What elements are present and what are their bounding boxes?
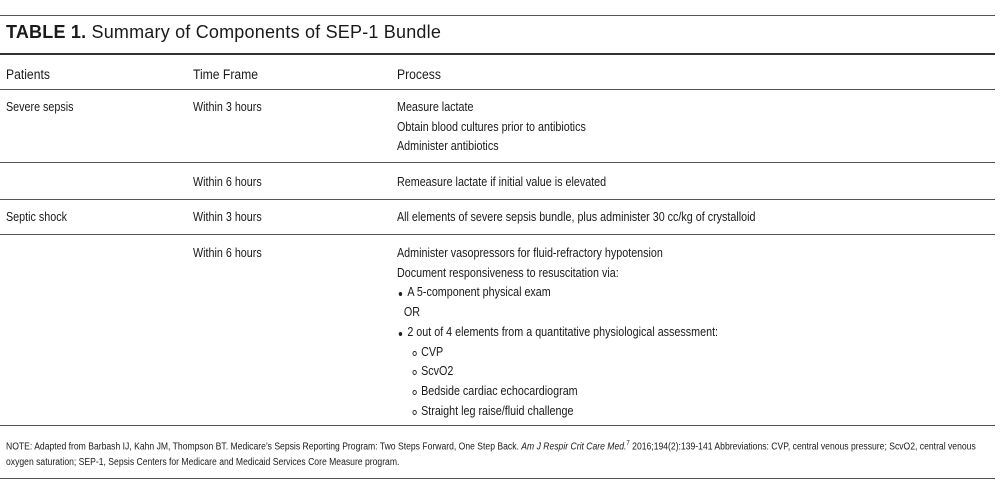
row2-process [397,173,606,193]
row3-patients: Septic shock [6,210,67,224]
circle-bullet-icon [412,402,421,422]
process-line: Administer vasopressors for fluid-refractory hypotension [397,246,663,260]
row1-patients: Severe sepsis [6,100,74,114]
sub-bullet-text: ScvO2 [421,364,454,379]
process-line: OR [403,305,421,320]
header-patients: Patients [6,67,50,82]
table-caption: Summary of Components of SEP-1 Bundle [91,22,442,42]
sub-bullet-text: Straight leg raise/fluid challenge [421,403,574,418]
sub-bullet-item [397,402,718,422]
row-rule [0,199,995,200]
process-line: Administer antibiotics [397,139,499,154]
row4-time-frame: Within 6 hours [193,246,262,260]
table-note [6,436,982,470]
row-rule [0,162,995,163]
row-rule [0,234,995,235]
bullet-item [397,323,718,343]
row2-time-frame: Within 6 hours [193,175,262,189]
note-suffix: 2016;194(2):139-141 Abbreviations: CVP, central venous pressure; ScvO2, central venous oxygen saturation; SEP-1, Sepsis Centers for Medicare and Medicaid Services Core Measure program. [6,441,976,468]
footer-rule [0,478,995,479]
sub-bullet-item [397,362,718,382]
bullet-icon [399,283,408,303]
bottom-rule [0,425,995,426]
bullet-item [397,283,718,303]
note-prefix: NOTE: Adapted from Barbash IJ, Kahn JM, Thompson BT. Medicare’s Sepsis Reporting Program: Two Steps Forward, One Step Back. [6,441,519,453]
sub-bullet-text: Bedside cardiac echocardiogram [421,383,578,398]
row1-time-frame: Within 3 hours [193,100,262,114]
row3-process [397,208,756,228]
bullet-text: A 5-component physical exam [407,285,551,300]
header-rule [0,89,995,90]
process-line: Measure lactate [397,100,474,114]
sub-bullet-item [397,382,718,402]
header-process: Process [397,67,441,82]
circle-bullet-icon [412,382,421,402]
process-line: Remeasure lactate if initial value is elevated [397,175,607,189]
process-line: Document responsiveness to resuscitation via: [397,265,619,280]
row4-process [397,244,718,421]
process-line: All elements of severe sepsis bundle, plus administer 30 cc/kg of crystalloid [397,210,756,224]
bullet-text: 2 out of 4 elements from a quantitative physiological assessment: [407,324,719,339]
table-title [6,22,441,43]
bullet-icon [399,323,408,343]
note-ref: 7 [626,440,630,447]
row3-time-frame: Within 3 hours [193,210,262,224]
circle-bullet-icon [412,362,421,382]
process-line: Obtain blood cultures prior to antibiotics [397,119,586,134]
sub-bullet-item [397,343,718,363]
sub-bullet-text: CVP [421,344,444,359]
circle-bullet-icon [412,343,421,363]
header-time-frame: Time Frame [193,67,259,82]
table-number: TABLE 1. [6,22,87,42]
title-rule [0,53,995,55]
note-journal: Am J Respir Crit Care Med. [521,441,627,453]
top-rule [0,15,995,16]
row1-process [397,98,586,157]
